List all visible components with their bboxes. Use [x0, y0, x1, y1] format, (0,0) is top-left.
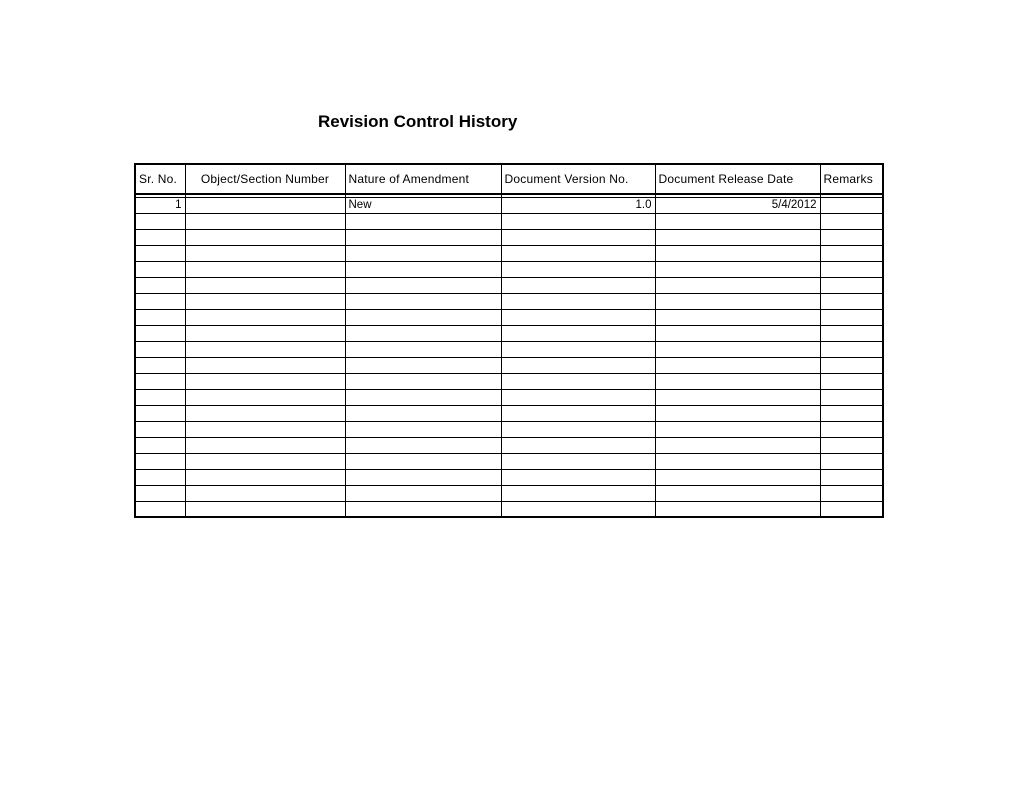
amendment-cell [345, 213, 501, 229]
object-section-cell [185, 341, 345, 357]
table-row [135, 469, 883, 485]
remarks-cell [820, 325, 883, 341]
remarks-cell [820, 197, 883, 213]
sr-no-cell [135, 357, 185, 373]
remarks-cell [820, 293, 883, 309]
release-date-cell [655, 469, 820, 485]
release-date-cell [655, 373, 820, 389]
release-date-cell [655, 261, 820, 277]
table-row [135, 389, 883, 405]
version-cell [501, 469, 655, 485]
table-row [135, 325, 883, 341]
object-section-cell [185, 245, 345, 261]
object-section-cell [185, 389, 345, 405]
amendment-cell [345, 293, 501, 309]
remarks-cell [820, 485, 883, 501]
sr-no-cell [135, 293, 185, 309]
release-date-cell [655, 325, 820, 341]
remarks-cell [820, 453, 883, 469]
header-object-section-number: Object/Section Number [185, 164, 345, 194]
release-date-cell [655, 501, 820, 517]
remarks-cell [820, 245, 883, 261]
release-date-cell [655, 357, 820, 373]
amendment-cell [345, 229, 501, 245]
version-cell [501, 293, 655, 309]
version-cell [501, 213, 655, 229]
release-date-cell [655, 245, 820, 261]
sr-no-cell [135, 501, 185, 517]
header-sr-no: Sr. No. [135, 164, 185, 194]
release-date-cell [655, 485, 820, 501]
remarks-cell [820, 309, 883, 325]
release-date-cell [655, 437, 820, 453]
version-cell [501, 245, 655, 261]
remarks-cell [820, 229, 883, 245]
table-row [135, 357, 883, 373]
sr-no-cell [135, 437, 185, 453]
table-row [135, 373, 883, 389]
sr-no-cell [135, 341, 185, 357]
amendment-cell [345, 437, 501, 453]
remarks-cell [820, 373, 883, 389]
sr-no-cell [135, 389, 185, 405]
object-section-cell [185, 277, 345, 293]
release-date-cell [655, 453, 820, 469]
sr-no-cell [135, 213, 185, 229]
table-row [135, 293, 883, 309]
header-document-version-no: Document Version No. [501, 164, 655, 194]
sr-no-cell [135, 405, 185, 421]
table-row [135, 229, 883, 245]
sr-no-cell [135, 485, 185, 501]
amendment-cell [345, 309, 501, 325]
release-date-cell [655, 405, 820, 421]
version-cell [501, 373, 655, 389]
table-row [135, 341, 883, 357]
object-section-cell [185, 325, 345, 341]
amendment-cell [345, 245, 501, 261]
table-row [135, 197, 883, 213]
version-cell [501, 437, 655, 453]
object-section-cell [185, 373, 345, 389]
remarks-cell [820, 421, 883, 437]
version-cell [501, 261, 655, 277]
remarks-cell [820, 341, 883, 357]
sr-no-cell [135, 245, 185, 261]
version-cell [501, 229, 655, 245]
amendment-cell [345, 421, 501, 437]
table-row [135, 309, 883, 325]
object-section-cell [185, 437, 345, 453]
version-cell [501, 485, 655, 501]
version-cell [501, 453, 655, 469]
remarks-cell [820, 277, 883, 293]
header-remarks: Remarks [820, 164, 883, 194]
table-row [135, 277, 883, 293]
object-section-cell [185, 485, 345, 501]
remarks-cell [820, 357, 883, 373]
remarks-cell [820, 213, 883, 229]
table-row [135, 437, 883, 453]
version-cell [501, 421, 655, 437]
amendment-cell [345, 261, 501, 277]
table-row [135, 501, 883, 517]
object-section-cell [185, 501, 345, 517]
remarks-cell [820, 261, 883, 277]
version-cell: 1.0 [501, 197, 655, 213]
object-section-cell [185, 421, 345, 437]
object-section-cell [185, 453, 345, 469]
object-section-cell [185, 261, 345, 277]
object-section-cell [185, 197, 345, 213]
sr-no-cell [135, 469, 185, 485]
table-row [135, 261, 883, 277]
release-date-cell [655, 309, 820, 325]
remarks-cell [820, 501, 883, 517]
sr-no-cell [135, 277, 185, 293]
release-date-cell [655, 389, 820, 405]
table-row [135, 213, 883, 229]
table-row [135, 405, 883, 421]
object-section-cell [185, 229, 345, 245]
amendment-cell: New [345, 197, 501, 213]
header-document-release-date: Document Release Date [655, 164, 820, 194]
version-cell [501, 277, 655, 293]
release-date-cell [655, 213, 820, 229]
header-nature-of-amendment: Nature of Amendment [345, 164, 501, 194]
remarks-cell [820, 405, 883, 421]
amendment-cell [345, 325, 501, 341]
remarks-cell [820, 469, 883, 485]
object-section-cell [185, 405, 345, 421]
release-date-cell: 5/4/2012 [655, 197, 820, 213]
table-header-row [135, 164, 883, 194]
amendment-cell [345, 469, 501, 485]
sr-no-cell [135, 261, 185, 277]
object-section-cell [185, 309, 345, 325]
sr-no-cell [135, 309, 185, 325]
table-body [135, 194, 883, 517]
revision-history-table [134, 163, 884, 518]
sr-no-cell: 1 [135, 197, 185, 213]
amendment-cell [345, 373, 501, 389]
sr-no-cell [135, 373, 185, 389]
amendment-cell [345, 389, 501, 405]
object-section-cell [185, 357, 345, 373]
version-cell [501, 389, 655, 405]
release-date-cell [655, 421, 820, 437]
sr-no-cell [135, 325, 185, 341]
object-section-cell [185, 293, 345, 309]
amendment-cell [345, 277, 501, 293]
version-cell [501, 501, 655, 517]
remarks-cell [820, 389, 883, 405]
amendment-cell [345, 453, 501, 469]
release-date-cell [655, 293, 820, 309]
table-row [135, 485, 883, 501]
sr-no-cell [135, 453, 185, 469]
release-date-cell [655, 341, 820, 357]
object-section-cell [185, 469, 345, 485]
amendment-cell [345, 341, 501, 357]
version-cell [501, 405, 655, 421]
amendment-cell [345, 357, 501, 373]
amendment-cell [345, 485, 501, 501]
sr-no-cell [135, 229, 185, 245]
amendment-cell [345, 501, 501, 517]
table-row [135, 245, 883, 261]
remarks-cell [820, 437, 883, 453]
version-cell [501, 309, 655, 325]
table-row [135, 453, 883, 469]
version-cell [501, 341, 655, 357]
release-date-cell [655, 229, 820, 245]
page-title: Revision Control History [318, 112, 518, 131]
version-cell [501, 325, 655, 341]
object-section-cell [185, 213, 345, 229]
table-row [135, 421, 883, 437]
release-date-cell [655, 277, 820, 293]
amendment-cell [345, 405, 501, 421]
sr-no-cell [135, 421, 185, 437]
version-cell [501, 357, 655, 373]
